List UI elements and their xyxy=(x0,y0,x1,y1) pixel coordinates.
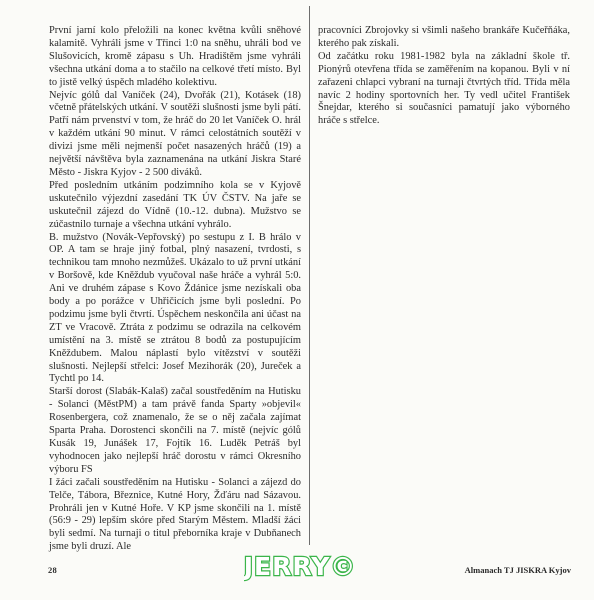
article-column-left xyxy=(49,25,301,554)
page-number: 28 xyxy=(48,565,57,575)
article-column-right xyxy=(318,25,570,128)
publication-title: Almanach TJ JISKRA Kyjov xyxy=(464,565,571,575)
column-divider xyxy=(309,6,310,545)
paragraph: První jarní kolo přeložili na konec května kvůli sněhové kalamitě. Vyhráli jsme v Třinci 1:0 na sněhu, uhráli bod ve Slušovicích, kromě zápasu s Uh. Hradištěm jsme vyhráli všechna utkání doma a to stačilo na celkové třetí místo. Byl to jistě velký úspěch mladého kolektivu. xyxy=(49,25,301,88)
jerry-logo xyxy=(244,549,356,583)
paragraph: pracovníci Zbrojovky si všimli našeho brankáře Kučeřňáka, kterého pak získali. xyxy=(318,25,570,49)
paragraph: Starší dorost (Slabák-Kalaš) začal soustředěním na Hutisku - Solanci (MěstPM) a tam právě fanda Sparty »objevil« Rosenbergera, což znamenalo, že se o něj začala zajímat Sparta Praha. Dorostenci skončili na 7. místě (nejvíc gólů Kusák 19, Junášek 17, Fojtík 16. Luděk Petráš byl vyhodnocen jako nejlepší hráč dorostu v rámci Okresního výboru FS xyxy=(49,386,301,475)
page-footer xyxy=(0,548,594,588)
paragraph: Před posledním utkáním podzimního kola se v Kyjově uskutečnilo výjezdní zasedání TK ÚV ČSTV. Na jaře se uskutečnil zájezd do Vídně (10.-12. dubna). Mužstvo se zúčastnilo turnaje a všechna utkání vyhrálo. xyxy=(49,179,301,230)
paragraph: Nejvíc gólů dal Vaníček (24), Dvořák (21), Kotásek (18) včetně přátelských utkání. V soutěži slušnosti jsme byli pátí. Patří nám prvenství v tom, že hráč do 20 let Vaníček O. hrál v každém utkání 90 minut. V rámci celostátních soutěží v divizi jsme měli nejmenší počet nasazených hráčů (19) a největší návštěva byla zaznamenána na utkání Jiskra Staré Město - Jiskra Kyjov - 2 500 diváků. xyxy=(49,89,301,178)
paragraph: I žáci začali soustředěním na Hutisku - Solanci a zájezd do Telče, Tábora, Březnice, Kutné Hory, Žďáru nad Sázavou. Prohráli jen v Kutné Hoře. V KP jsme skončili na 1. místě (56:9 - 29) lepším skóre před Starým Městem. Mladší žáci byli sedmí. Na turnaji o titul přeborníka kraje v Dubňanech jsme byli druzí. Ale xyxy=(49,476,301,553)
paragraph: Od začátku roku 1981-1982 byla na základní škole tř. Pionýrů otevřena třída se zaměřením na kopanou. Byli v ní zařazeni chlapci vybraní na turnaji čtvrtých tříd. Třída měla navíc 2 hodiny sportovních her. Ty vedl učitel František Šnejdar, kterého si současníci pamatují jako výborného hráče s střelce. xyxy=(318,50,570,127)
logo-text: JERRY© xyxy=(244,552,356,581)
paragraph: B. mužstvo (Novák-Vepřovský) po sestupu z I. B hrálo v OP. A tam se hraje jiný fotbal, plný nasazení, tvrdosti, s technikou tam mnoho nezmůžeš. Ukázalo to už první utkání v Boršově, kde Kněždub vyučoval naše hráče a vyhrál 5:0. Ani ve druhém zápase s Kovo Ždánice jsme nezískali oba body a po porážce v Uhřičicích jsme byli poslední. Po podzimu jsme byli čtvrtí. Úspěchem neskončila ani účast na ZT ve Vracově. Ztráta z podzimu se odrazila na celkovém umístění na 3. místě se ztrátou 8 bodů za postupujícím Kněždubem. Malou náplastí bylo vítězství v soutěži slušnosti. Nejlepší střelci: Josef Mezihorák (20), Jureček a Tychtl po 14. xyxy=(49,231,301,385)
